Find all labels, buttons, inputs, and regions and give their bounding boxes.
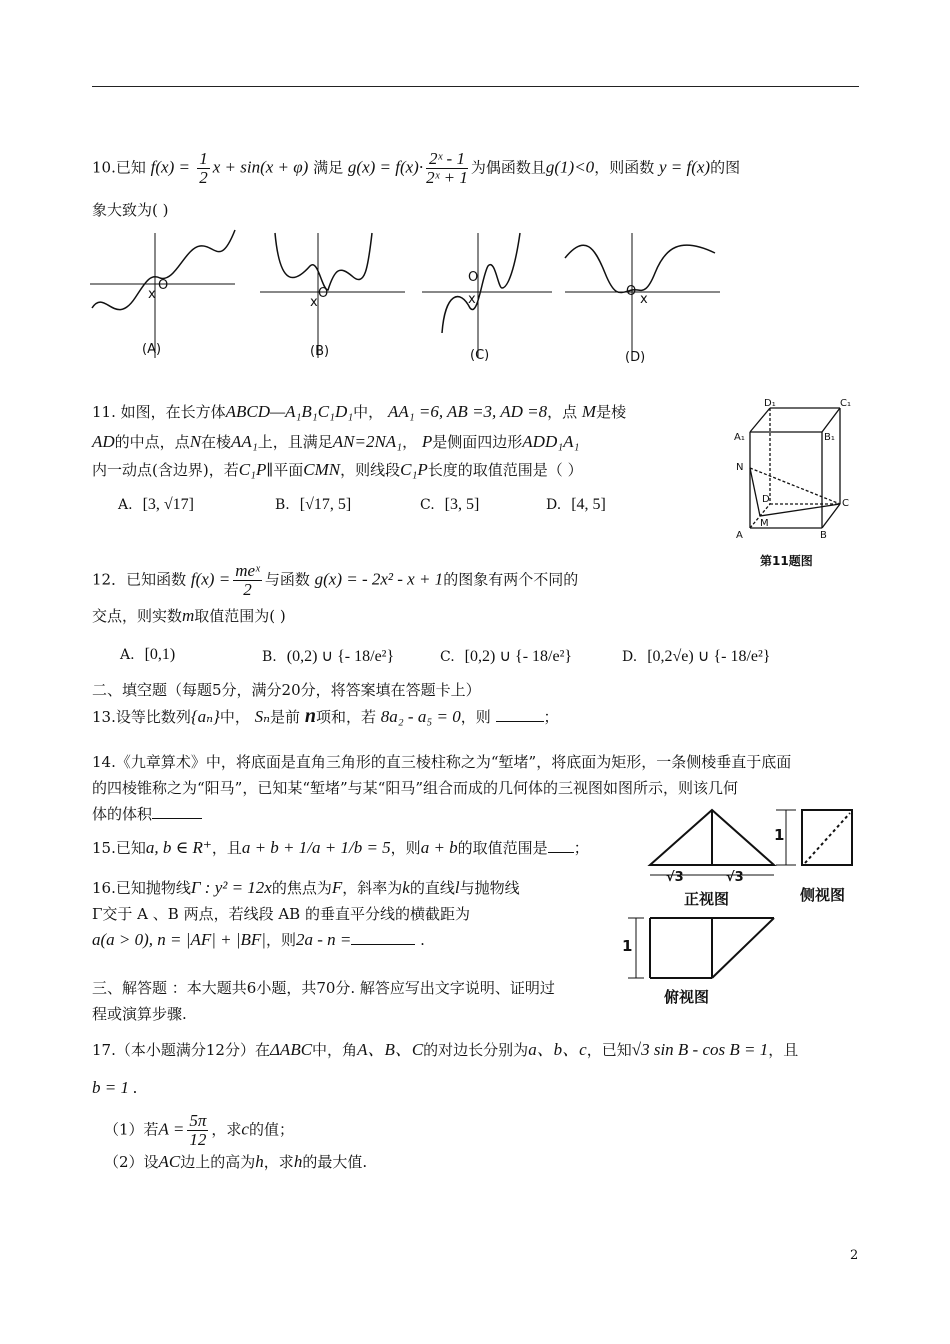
q11-l2-t5: 是侧面四边形 xyxy=(432,433,523,451)
q17-t2: 中，角 xyxy=(312,1041,358,1059)
q11-l3-t3: ，则线段 xyxy=(340,461,401,479)
q12-option-c[interactable] xyxy=(440,646,572,666)
graph-c-label: (C) xyxy=(470,348,490,363)
q12-t3: 的图象有两个不同的 xyxy=(443,570,579,589)
q17-p1-t2: ，求 xyxy=(211,1120,242,1139)
q14-three-views xyxy=(640,805,880,1005)
q11-option-a-value: [3, √17] xyxy=(142,496,194,513)
q11-m1: ABCD—A₁B₁C₁D₁ xyxy=(225,402,354,421)
q12-f-left: f(x) = xyxy=(190,569,231,589)
q11-line3 xyxy=(92,460,583,480)
q17-p1-num: 5π xyxy=(189,1111,207,1130)
q10-y-def: y = f(x) xyxy=(658,157,711,177)
q15-t4: 的取值范围是 xyxy=(457,839,548,857)
q14-top-height-label: 1 xyxy=(622,937,633,955)
q17-p1-c: c xyxy=(241,1119,249,1139)
q11-label-a1: A₁ xyxy=(734,432,745,443)
q11-option-c[interactable] xyxy=(420,496,479,514)
q11-t2: 中， xyxy=(353,403,384,421)
q17-part1 xyxy=(104,1112,294,1149)
q12-l2-t2: 取值范围为( ) xyxy=(194,607,286,625)
q17-p1-m: A = xyxy=(158,1119,185,1139)
section3-heading-line2: 程或演算步骤. xyxy=(92,1005,187,1023)
q11-l3-m1: C₁P xyxy=(238,460,267,479)
q15-answer-blank[interactable] xyxy=(548,852,574,853)
q16-m3: k xyxy=(402,878,410,897)
q12-option-a-value: [0,1) xyxy=(144,646,176,663)
q12-line2 xyxy=(92,606,286,626)
q14-side-view-label: 侧视图 xyxy=(800,886,846,904)
q11-l2-t3: 上，且满足 xyxy=(257,433,333,451)
q13-m2: Sₙ xyxy=(254,707,271,726)
q17-line1 xyxy=(92,1040,798,1060)
q12-t2: 与函数 xyxy=(264,570,310,589)
q16-l3-m2: 2a - n = xyxy=(295,930,352,949)
q17-m2: A、B、C xyxy=(357,1040,424,1059)
graph-b xyxy=(260,233,405,358)
q10-g-num: 2ˣ - 1 xyxy=(426,150,468,169)
q11-option-a-label: A. xyxy=(118,497,133,513)
q11-label-c: C xyxy=(842,498,849,509)
q10-f-def: f(x) = xyxy=(150,157,195,177)
graph-c-x-label: x xyxy=(468,292,476,307)
q16-t5: 与抛物线 xyxy=(459,879,520,897)
q13-t5: ，则 xyxy=(460,708,491,726)
q17-line2: b = 1 . xyxy=(92,1078,138,1097)
q10-text3: 为偶函数且 xyxy=(470,158,546,177)
q10-g-den: 2ˣ + 1 xyxy=(426,168,468,187)
q10-text4: ，则函数 xyxy=(594,158,655,177)
q12-option-c-label: C. xyxy=(440,649,455,665)
graph-a-x-label: x xyxy=(148,287,156,302)
q13-m3: n xyxy=(304,705,316,727)
q11-l2-t4: ， xyxy=(402,433,418,451)
q17-t4: ，已知 xyxy=(586,1041,632,1059)
q10-line2: 象大致为( ) xyxy=(92,201,169,219)
q11-l3-t4: 长度的取值范围是（ ） xyxy=(427,461,583,479)
graph-a xyxy=(90,230,235,358)
q12-option-b-label: B. xyxy=(262,649,277,665)
q15-m2: a + b + 1/a + 1/b = 5 xyxy=(241,838,391,857)
q17-p2-t4: 的最大值. xyxy=(302,1153,368,1171)
q17-t3: 的对边长分别为 xyxy=(423,1041,529,1059)
q17-p2-t3: ，求 xyxy=(263,1153,294,1171)
graph-d-origin: O xyxy=(626,284,637,299)
q16-t3: ，斜率为 xyxy=(342,879,403,897)
q12-g-def: g(x) = - 2x² - x + 1 xyxy=(314,569,444,589)
q12-f-fraction xyxy=(233,562,262,599)
q11-option-a[interactable] xyxy=(118,496,194,514)
q11-t1: 11. 如图，在长方体 xyxy=(92,403,226,421)
q12-line1 xyxy=(92,562,578,599)
q12-option-b[interactable] xyxy=(262,646,394,666)
q17-m4: √3 sin B - cos B = 1 xyxy=(631,1040,769,1059)
q10-graphs xyxy=(90,228,950,368)
q12-option-d[interactable] xyxy=(622,646,770,666)
q11-l2-m3: AA₁ xyxy=(231,432,258,451)
q13-t2: 中， xyxy=(219,708,250,726)
q16-line2: Γ交于 A 、B 两点，若线段 AB 的垂直平分线的横截距为 xyxy=(92,905,470,923)
graph-d-label: (D) xyxy=(625,350,646,365)
q10-text2: 满足 xyxy=(313,158,344,177)
q11-option-c-label: C. xyxy=(420,497,435,513)
q10-condition: g(1)<0 xyxy=(545,157,595,177)
section3-heading-line1: 三、解答题 ：本大题共6小题，共70分. 解答应写出文字说明、证明过 xyxy=(92,979,555,997)
q11-l3-m3: C₁P xyxy=(400,460,428,479)
q10-g-fraction xyxy=(426,150,468,187)
q11-option-d-label: D. xyxy=(546,497,562,513)
q12-option-d-value: [0,2√e) ∪ {- 18/e²} xyxy=(647,648,771,665)
q11-label-a: A xyxy=(736,530,743,541)
q17-m1: ΔABC xyxy=(269,1040,313,1059)
q17-p1-t3: 的值； xyxy=(248,1120,294,1139)
q14-line3 xyxy=(92,804,202,824)
q13-answer-blank[interactable] xyxy=(496,721,544,722)
q11-line1 xyxy=(92,402,626,422)
section2-heading: 二、填空题（每题5分，满分20分，将答案填在答题卡上） xyxy=(92,681,481,699)
q17-p2-m1: AC xyxy=(158,1152,181,1171)
q11-label-d: D xyxy=(762,494,770,505)
q15-m3: a + b xyxy=(420,838,458,857)
q12-option-c-value: [0,2) ∪ {- 18/e²} xyxy=(464,648,573,665)
q11-l3-t1: 内一动点(含边界)，若 xyxy=(92,461,239,479)
q12-option-a-label: A. xyxy=(120,647,135,663)
q12-option-a[interactable] xyxy=(120,646,175,664)
q11-m2: AA₁ =6, AB =3, AD =8 xyxy=(387,402,548,421)
q13-t4: 项和，若 xyxy=(315,708,376,726)
q17-p1-den: 12 xyxy=(189,1130,207,1149)
q11-label-n: N xyxy=(736,462,744,473)
q17-p2-t2: 边上的高为 xyxy=(180,1153,256,1171)
q14-t3: 体的体积 xyxy=(92,805,153,823)
q11-option-d-value: [4, 5] xyxy=(571,496,606,513)
graph-b-x-label: x xyxy=(310,295,318,310)
q11-l2-m2: N xyxy=(189,432,202,451)
q14-answer-blank[interactable] xyxy=(152,818,202,819)
q11-label-b1: B₁ xyxy=(824,432,835,443)
q12-l2-t1: 交点，则实数 xyxy=(92,607,183,625)
q12-f-den: 2 xyxy=(243,580,252,599)
page-number: 2 xyxy=(850,1248,859,1263)
q11-fig-caption: 第11题图 xyxy=(760,554,813,568)
q13-m1: {aₙ} xyxy=(190,707,220,726)
q11-option-d[interactable] xyxy=(546,496,606,514)
q11-label-m: M xyxy=(760,518,769,529)
q17-t1: 17.（本小题满分12分）在 xyxy=(92,1041,270,1059)
q12-f-num: meˣ xyxy=(235,561,260,580)
q13-m4: 8a₂ - a₅ = 0 xyxy=(380,707,461,726)
q12-option-b-value: (0,2) ∪ {- 18/e²} xyxy=(286,648,395,665)
graph-c-origin: O xyxy=(468,270,479,285)
q16-t1: 16.已知抛物线 xyxy=(92,879,191,897)
q11-l2-t1: 的中点，点 xyxy=(114,433,190,451)
q15-t5: ； xyxy=(573,839,589,857)
q16-answer-blank[interactable] xyxy=(351,944,415,945)
q17-part2 xyxy=(104,1152,367,1172)
q15-line xyxy=(92,838,589,858)
q10-half-num: 1 xyxy=(199,149,208,168)
q17-m3: a、b、c xyxy=(528,1040,587,1059)
q11-label-c1: C₁ xyxy=(840,398,851,409)
q11-label-d1: D₁ xyxy=(764,398,776,409)
q16-t4: 的直线 xyxy=(409,879,455,897)
q10-line1 xyxy=(92,150,740,187)
q13-t1: 13.设等比数列 xyxy=(92,708,191,726)
q17-p2-t1: （2）设 xyxy=(104,1153,159,1171)
graph-a-origin: O xyxy=(158,278,169,293)
graph-b-origin: O xyxy=(318,286,329,301)
q17-p2-m2: h xyxy=(255,1152,264,1171)
q11-option-b[interactable] xyxy=(275,496,351,514)
q11-m3: M xyxy=(581,402,597,421)
q10-text: 已知 xyxy=(115,158,146,177)
q13-line xyxy=(92,706,559,727)
q14-top-view-label: 俯视图 xyxy=(664,988,710,1006)
q16-line1 xyxy=(92,878,520,898)
q17-t5: ，且 xyxy=(768,1041,799,1059)
q13-t6: ； xyxy=(543,708,559,726)
q14-front-view-label: 正视图 xyxy=(684,890,730,908)
q10-g-def: g(x) = f(x)· xyxy=(347,157,424,177)
q11-l2-m4: AN=2NA₁ xyxy=(332,432,403,451)
q14-front-width-right: √3 xyxy=(726,870,744,885)
q16-l3-t1: ，则 xyxy=(265,931,296,949)
header-rule xyxy=(92,86,859,87)
q10-half-fraction xyxy=(197,150,210,187)
q15-t3: ，则 xyxy=(390,839,421,857)
q16-t2: 的焦点为 xyxy=(271,879,332,897)
q14-front-width-left: √3 xyxy=(666,870,684,885)
q15-t1: 15.已知 xyxy=(92,839,146,857)
q17-p2-m3: h xyxy=(293,1152,303,1171)
q11-l2-m6: ADD₁A₁ xyxy=(522,432,580,451)
q11-option-b-label: B. xyxy=(275,497,290,513)
graph-d-x-label: x xyxy=(640,292,648,307)
q11-t3: ，点 xyxy=(547,403,578,421)
q17-p1-fraction xyxy=(187,1112,208,1149)
q11-option-b-value: [√17, 5] xyxy=(299,496,352,513)
q16-m1: Γ : y² = 12x xyxy=(190,878,272,897)
q10-text5: 的图 xyxy=(710,158,741,177)
q11-l3-t2: ∥平面 xyxy=(266,461,304,479)
q11-l2-m5: P xyxy=(421,432,433,451)
graph-b-label: (B) xyxy=(310,344,330,359)
q14-line1: 14.《九章算术》中，将底面是直角三角形的直三棱柱称之为“堑堵”，将底面为矩形，一条侧棱垂直于底面 xyxy=(92,753,792,771)
q10-number: 10. xyxy=(92,158,116,177)
q11-line2 xyxy=(92,432,579,452)
q11-label-b: B xyxy=(820,530,827,541)
q12-option-d-label: D. xyxy=(622,649,638,665)
q11-l2-m1: AD xyxy=(92,432,115,451)
q17-p1-t1: （1）若 xyxy=(104,1120,159,1139)
q12-l2-m: m xyxy=(182,606,195,625)
q16-m2: F xyxy=(331,878,343,897)
q16-l3-m1: a(a > 0), n = |AF| + |BF| xyxy=(92,930,266,949)
graph-a-label: (A) xyxy=(142,342,162,357)
q12-t1: 12．已知函数 xyxy=(92,570,187,589)
q11-option-c-value: [3, 5] xyxy=(444,496,480,513)
q14-front-height-label: 1 xyxy=(774,826,785,844)
q13-t3: 是前 xyxy=(270,708,301,726)
q10-half-den: 2 xyxy=(199,168,208,187)
q16-line3 xyxy=(92,930,425,950)
q15-t2: ，且 xyxy=(211,839,242,857)
q11-l2-t2: 在棱 xyxy=(201,433,232,451)
q11-l3-m2: CMN xyxy=(303,460,341,479)
q10-f-rest: x + sin(x + φ) xyxy=(212,157,309,177)
q14-line2: 的四棱锥称之为“阳马”，已知某“堑堵”与某“阳马”组合而成的几何体的三视图如图所示，则该几何 xyxy=(92,779,739,797)
q16-l3-t2: . xyxy=(420,931,425,949)
q11-t4: 是棱 xyxy=(596,403,627,421)
q16-m4: l xyxy=(454,878,460,897)
graph-c xyxy=(422,233,552,358)
q15-m1: a, b ∈ R⁺ xyxy=(145,838,212,857)
q11-cuboid-figure xyxy=(740,400,860,550)
